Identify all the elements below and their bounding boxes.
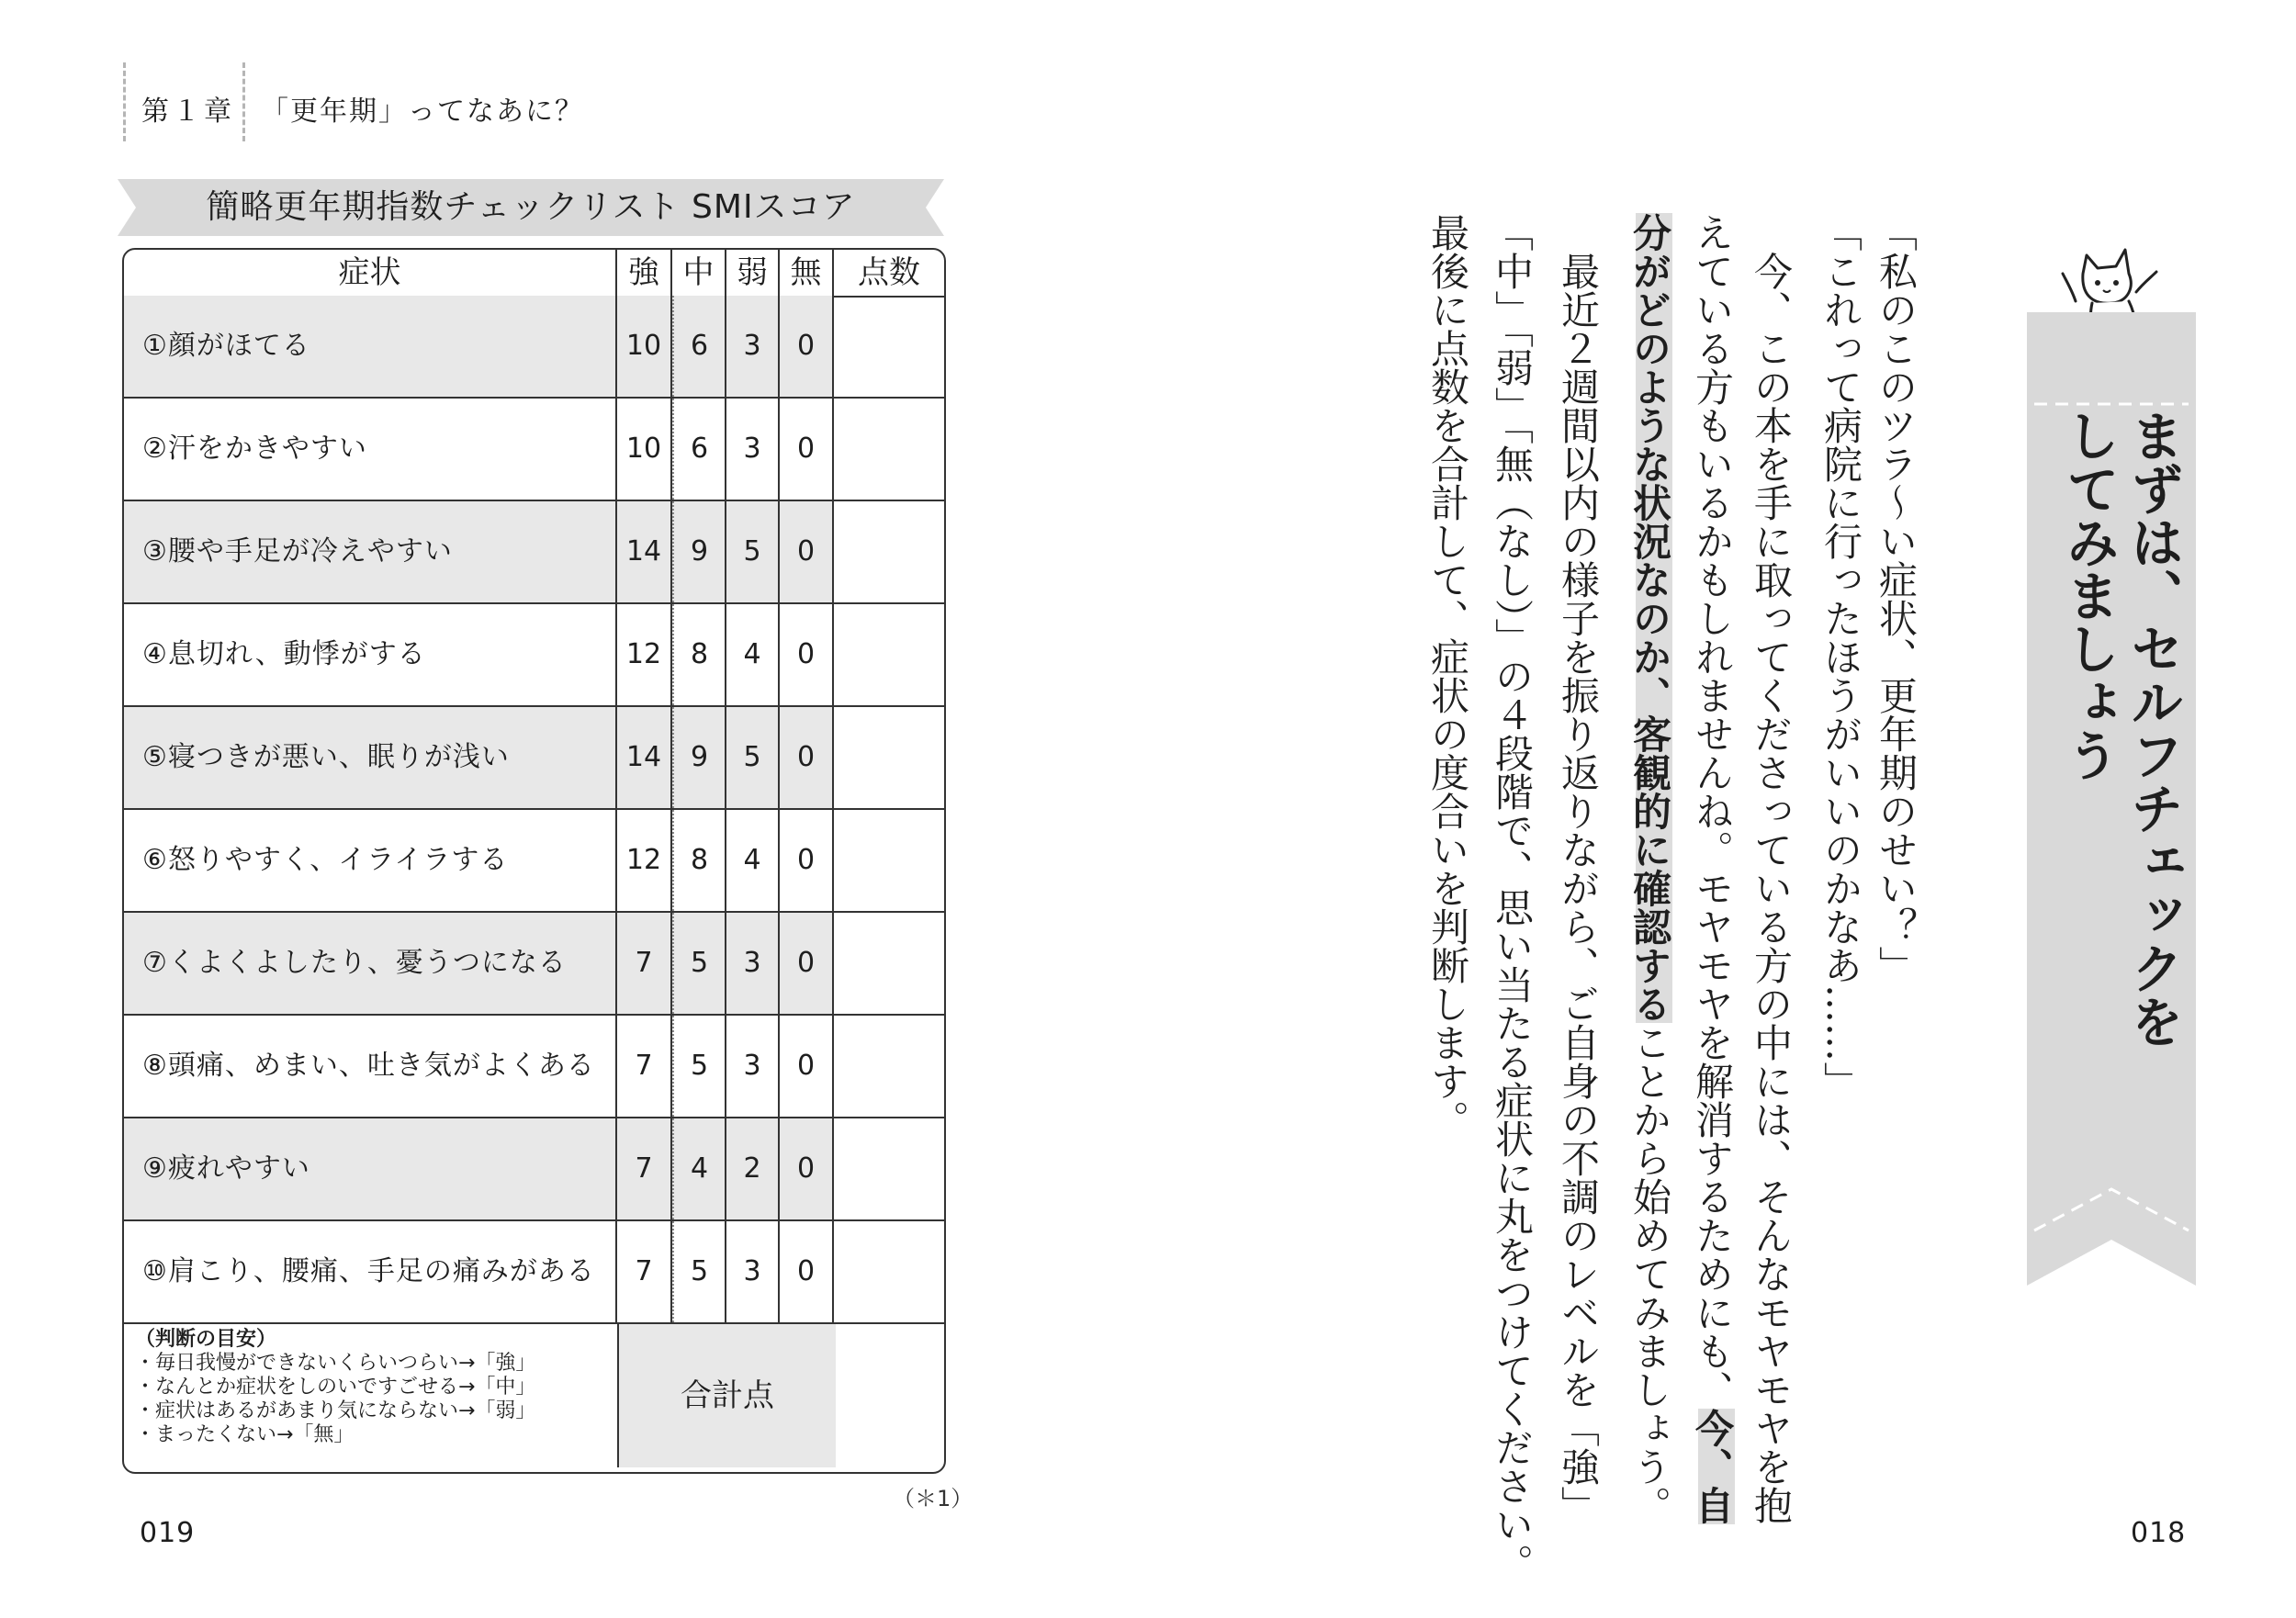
body-text: えている方もいるかもしれませんね。モヤモヤを解消するためにも、 [1690, 213, 1735, 1409]
total-label: 合計点 [619, 1324, 836, 1467]
guide-item: ・まったくない→「無」 [135, 1423, 355, 1446]
symptom-cell: ⑨疲れやすい [124, 1118, 617, 1219]
table-row [124, 604, 944, 707]
weak-points-cell: 4 [726, 810, 780, 911]
body-text-column [1624, 213, 1675, 1524]
weak-points-cell: 3 [726, 913, 780, 1014]
column-header-medium: 中 [672, 250, 726, 296]
body-text-column: 最後に点数を合計して、症状の度合いを判断します。 [1425, 213, 1470, 1139]
table-row [124, 913, 944, 1016]
score-cell[interactable] [834, 913, 944, 1014]
column-header-strong: 強 [617, 250, 672, 296]
none-points-cell: 0 [780, 501, 834, 602]
table-row [124, 501, 944, 604]
medium-points-cell: 4 [672, 1118, 726, 1219]
column-header-score: 点数 [858, 254, 920, 291]
strong-points-cell: 14 [617, 707, 672, 808]
strong-points-cell: 7 [617, 1118, 672, 1219]
score-cell[interactable] [834, 1118, 944, 1219]
medium-points-cell: 9 [672, 501, 726, 602]
header-divider [123, 62, 126, 141]
none-points-cell: 0 [780, 707, 834, 808]
total-label-cell [617, 1324, 836, 1467]
symptom-cell: ⑥怒りやすく、イライラする [124, 810, 617, 911]
smi-checklist-table [122, 248, 946, 1474]
medium-points-cell: 6 [672, 296, 726, 397]
medium-points-cell: 8 [672, 810, 726, 911]
guide-item: ・毎日我慢ができないくらいつらい→「強」 [135, 1352, 536, 1375]
symptom-cell: ⑦くよくよしたり、憂うつになる [124, 913, 617, 1014]
table-footer [124, 1324, 944, 1472]
body-text-column: 「これって病院に行ったほうがいいのかなあ……」 [1818, 213, 1863, 1100]
body-text-column: 今、この本を手に取ってくださっている方の中には、そんなモヤモヤを抱 [1749, 213, 1794, 1524]
table-row [124, 810, 944, 913]
column-header-none: 無 [780, 250, 834, 296]
guide-item: ・なんとか症状をしのいですごせる→「中」 [135, 1376, 536, 1399]
none-points-cell: 0 [780, 810, 834, 911]
score-cell[interactable] [834, 707, 944, 808]
symptom-cell: ⑤寝つきが悪い、眠りが浅い [124, 707, 617, 808]
none-points-cell: 0 [780, 1118, 834, 1219]
strong-points-cell: 12 [617, 810, 672, 911]
score-cell[interactable] [834, 1221, 944, 1322]
chapter-label: 第１章 [141, 96, 235, 128]
medium-points-cell: 5 [672, 913, 726, 1014]
emphasis-text: 分がどのような状況なのか、客観的に確認する [1627, 213, 1672, 1023]
strong-points-cell: 7 [617, 1016, 672, 1117]
total-score-cell[interactable] [836, 1324, 944, 1467]
score-cell[interactable] [834, 501, 944, 602]
medium-points-cell: 9 [672, 707, 726, 808]
none-points-cell: 0 [780, 399, 834, 500]
emphasis-text: 今、自 [1690, 1409, 1735, 1524]
symptom-cell: ④息切れ、動悸がする [124, 604, 617, 705]
checklist-title-ribbon [118, 179, 944, 236]
weak-points-cell: 5 [726, 707, 780, 808]
none-points-cell: 0 [780, 913, 834, 1014]
strong-points-cell: 14 [617, 501, 672, 602]
medium-points-cell: 5 [672, 1221, 726, 1322]
symptom-cell: ⑧頭痛、めまい、吐き気がよくある [124, 1016, 617, 1117]
body-text-column: 「中」「弱」「無（なし）」の４段階で、思い当たる症状に丸をつけてください。 [1490, 213, 1535, 1582]
heading-line-2: してみましょう [2057, 409, 2120, 781]
page-number-left: 019 [140, 1517, 196, 1549]
none-points-cell: 0 [780, 1016, 834, 1117]
table-row [124, 1118, 944, 1221]
medium-points-cell: 5 [672, 1016, 726, 1117]
weak-points-cell: 2 [726, 1118, 780, 1219]
column-header-symptom: 症状 [124, 250, 617, 296]
table-row [124, 1016, 944, 1118]
header-divider [242, 62, 245, 141]
strong-points-cell: 10 [617, 399, 672, 500]
table-row [124, 707, 944, 810]
score-cell[interactable] [834, 1016, 944, 1117]
column-header-weak: 弱 [726, 250, 780, 296]
medium-points-cell: 6 [672, 399, 726, 500]
symptom-cell: ②汗をかきやすい [124, 399, 617, 500]
none-points-cell: 0 [780, 1221, 834, 1322]
heading-line-1: まずは、セルフチェックを [2122, 409, 2184, 1048]
chapter-title: 「更年期」ってなあに？ [261, 96, 584, 128]
strong-points-cell: 12 [617, 604, 672, 705]
none-points-cell: 0 [780, 296, 834, 397]
guide-heading: （判断の目安） [135, 1328, 277, 1351]
source-note: （＊1） [893, 1486, 974, 1511]
weak-points-cell: 3 [726, 1016, 780, 1117]
judgement-guide [135, 1328, 613, 1447]
strong-points-cell: 7 [617, 913, 672, 1014]
heading-ribbon [2027, 312, 2196, 1286]
strong-points-cell: 10 [617, 296, 672, 397]
page-number-right: 018 [2131, 1517, 2187, 1549]
weak-points-cell: 5 [726, 501, 780, 602]
medium-points-cell: 8 [672, 604, 726, 705]
body-text-column [1686, 213, 1738, 1524]
weak-points-cell: 3 [726, 399, 780, 500]
table-header-row [124, 250, 944, 298]
table-row [124, 399, 944, 501]
checklist-title: 簡略更年期指数チェックリスト SMIスコア [206, 188, 856, 226]
section-heading [2038, 409, 2185, 1048]
score-cell[interactable] [834, 399, 944, 500]
score-cell[interactable] [834, 604, 944, 705]
score-cell[interactable] [834, 810, 944, 911]
score-cell[interactable] [834, 296, 944, 397]
body-text-column: 最近２週間以内の様子を振り返りながら、ご自身の不調のレベルを「強」 [1556, 213, 1601, 1524]
guide-item: ・症状はあるがあまり気にならない→「弱」 [135, 1399, 536, 1422]
weak-points-cell: 4 [726, 604, 780, 705]
weak-points-cell: 3 [726, 296, 780, 397]
body-text-column: 「私のこのツラ〜い症状、更年期のせい？」 [1874, 213, 1919, 984]
symptom-cell: ③腰や手足が冷えやすい [124, 501, 617, 602]
symptom-cell: ⑩肩こり、腰痛、手足の痛みがある [124, 1221, 617, 1322]
body-text: ことから始めてみましょう。 [1627, 1023, 1672, 1524]
weak-points-cell: 3 [726, 1221, 780, 1322]
table-row [124, 296, 944, 399]
table-row [124, 1221, 944, 1324]
none-points-cell: 0 [780, 604, 834, 705]
strong-points-cell: 7 [617, 1221, 672, 1322]
symptom-cell: ①顔がほてる [124, 296, 617, 397]
